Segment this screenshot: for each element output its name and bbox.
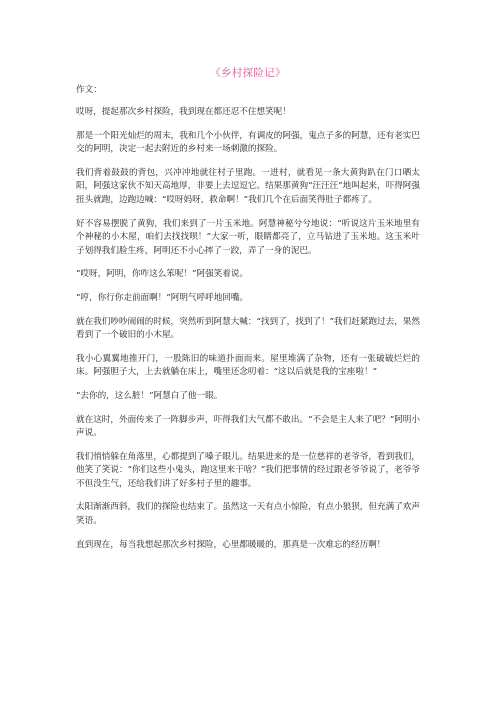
document-title: 《乡村探险记》 (210, 67, 286, 79)
paragraph: 直到现在，每当我想起那次乡村探险，心里都暖暖的，那真是一次难忘的经历啊！ (76, 539, 386, 550)
paragraph: 就在这时，外面传来了一阵脚步声，吓得我们大气都不敢出。“不会是主人来了吧？”阿明小声说。 (76, 414, 420, 439)
paragraph: 太阳渐渐西斜，我们的探险也结束了。虽然这一天有点小惊险，有点小狼狈，但充满了欢声笑语。 (76, 502, 420, 527)
paragraph: 那是一个阳光灿烂的周末，我和几个小伙伴，有调皮的阿强，鬼点子多的阿慧，还有老实巴交的阿明，决定一起去附近的乡村来一场刺激的探险。 (76, 130, 420, 155)
paragraph: 就在我们吵吵闹闹的时候，突然听到阿慧大喊：“找到了，找到了！”我们赶紧跑过去，果然看到了一个破旧的小木屋。 (76, 316, 420, 341)
paragraph: 哎呀，提起那次乡村探险，我到现在都还忍不住想笑呢！ (76, 107, 291, 117)
paragraph: 我们背着鼓鼓的背包，兴冲冲地就往村子里跑。一进村，就看见一条大黄狗趴在门口晒太阳，阿强这家伙不知天高地厚，非要上去逗逗它。结果那黄狗“汪汪汪”地叫起来，吓得阿强扭头就跑，边跑边喊：“哎呀妈呀，救命啊！”我们几个在后面笑得肚子都疼了。 (76, 167, 420, 205)
paragraph: “哼，你行你走前面啊！”阿明气呼呼地回嘴。 (76, 292, 249, 303)
paragraph: “去你的，这么脏！”阿慧白了他一眼。 (76, 390, 223, 401)
paragraph: “哎呀，阿明，你咋这么笨呢！”阿强笑着说。 (76, 269, 249, 280)
composition-label: 作文： (76, 85, 102, 95)
paragraph: 我小心翼翼地推开门，一股陈旧的味道扑面而来。屋里堆满了杂物，还有一张破破烂烂的床。阿强胆子大，上去就躺在床上，嘴里还念叨着：“这以后就是我的宝座啦！” (76, 353, 420, 378)
paragraph: 我们悄悄躲在角落里，心都提到了嗓子眼儿。结果进来的是一位慈祥的老爷爷，看到我们，他笑了笑说：“你们这些小鬼头，跑这里来干啥？”我们把事情的经过跟老爷爷说了，老爷爷不但没生气，还给我们讲了好多村子里的趣事。 (76, 451, 420, 489)
paragraph: 好不容易摆脱了黄狗，我们来到了一片玉米地。阿慧神秘兮兮地说：“听说这片玉米地里有个神秘的小木屋，咱们去找找呗！”大家一听，眼睛都亮了，立马钻进了玉米地。这玉米叶子划得我们脸生疼，阿明还不小心摔了一跤，弄了一身的泥巴。 (76, 218, 420, 256)
